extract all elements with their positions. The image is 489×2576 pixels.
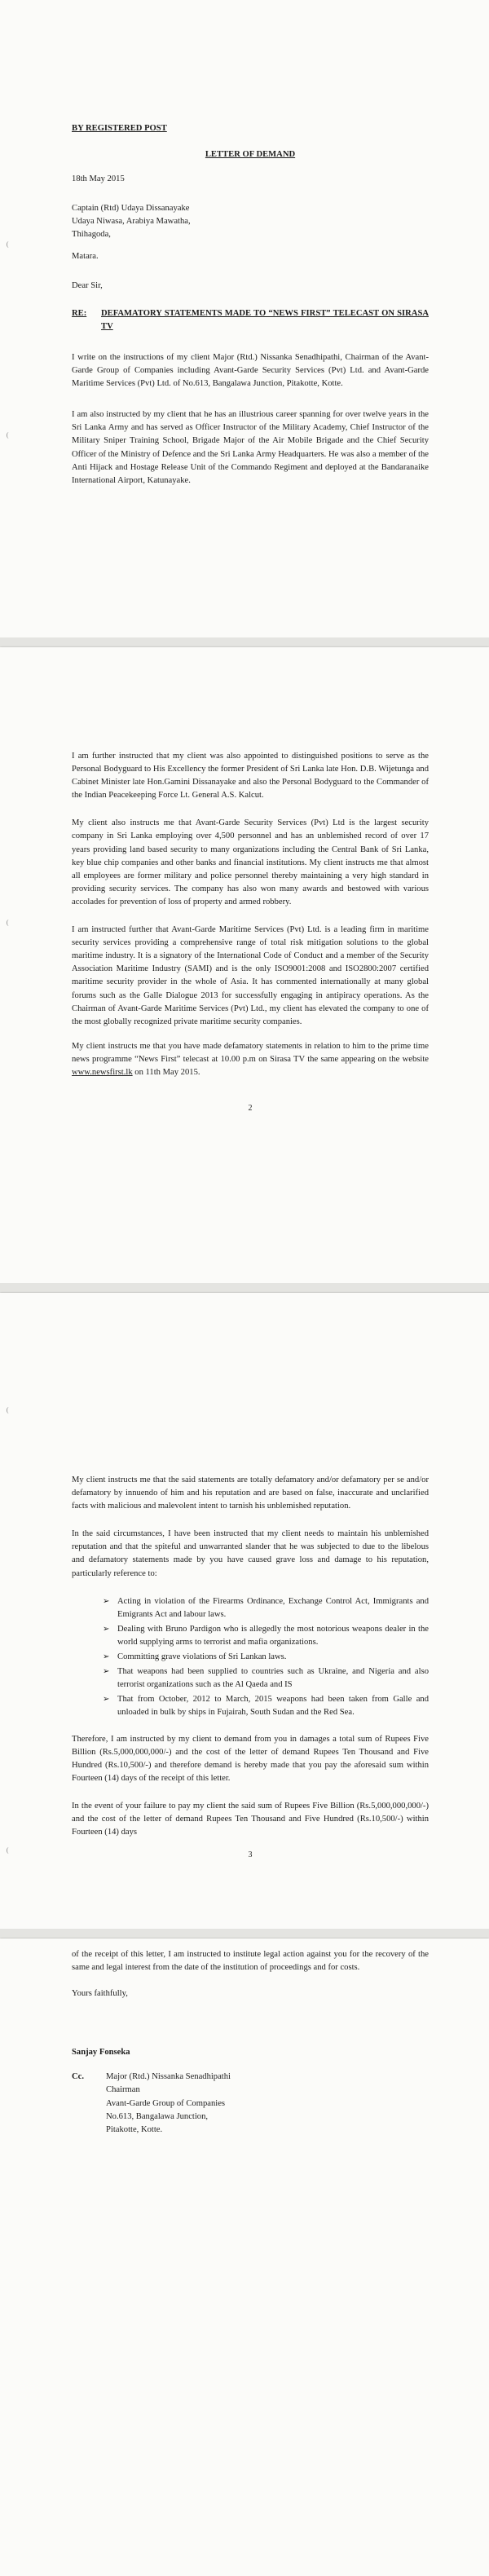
letter-title: LETTER OF DEMAND: [205, 150, 296, 160]
letter-page-3: [0, 1293, 489, 1929]
paragraph: I am further instructed that my client was also appointed to distinguished positions to serve as the Personal Bodyguard to His Excellency the former President of Sri Lanka late Hon. D.B. Wijetunga and Cabinet Minister late Hon.Gamini Dissanayake and also the Personal Bodyguard to the Commander of the Indian Peacekeeping Force Lt. General A.S. Kalcut.: [72, 752, 429, 801]
punch-mark: [7, 241, 11, 248]
list-item: ➢ Committing grave violations of Sri Lankan laws.: [103, 1651, 429, 1664]
letter-date: 18th May 2015: [72, 174, 125, 184]
cc-label: Cc.: [72, 2072, 85, 2082]
newsfirst-link[interactable]: www.newsfirst.lk: [72, 1067, 133, 1077]
paragraph: In the event of your failure to pay my client the said sum of Rupees Five Billion (Rs.5,000,000,000/-) and the cost of the letter of demand Rupees Ten Thousand and Five Hundred (Rs.10,500/-) within Fourteen (14) days: [72, 1801, 429, 1837]
page-gap: [0, 1929, 489, 1939]
page-gap: [0, 637, 489, 647]
punch-mark: [7, 1407, 11, 1414]
list-item: ➢ That weapons had been supplied to countries such as Ukraine, and Nigeria and also terrorist organizations such as the Al Qaeda and IS: [103, 1665, 429, 1692]
list-item: ➢ Acting in violation of the Firearms Ordinance, Exchange Control Act, Immigrants and Emigrants Act and labour laws.: [103, 1595, 429, 1621]
address-line: Udaya Niwasa, Arabiya Mawatha,: [72, 217, 191, 227]
list-item: ➢ Dealing with Bruno Pardigon who is allegedly the most notorious weapons dealer in the world supplying arms to terrorist and mafia organizations.: [103, 1623, 429, 1649]
letter-page-2: [0, 647, 489, 1283]
cc-block: [72, 2071, 429, 2136]
cc-line: Major (Rtd.) Nissanka Senadhipathi: [106, 2072, 231, 2082]
registered-post-heading: BY REGISTERED POST: [72, 124, 167, 133]
paragraph-text: My client instructs me that you have made defamatory statements in relation to him to the prime time news programme “News First” telecast at 10.00 p.m on Sirasa TV the same appearing on the website: [72, 1041, 429, 1064]
address-line: Matara.: [72, 251, 99, 261]
page-number: 2: [248, 1104, 253, 1114]
cc-line: Chairman: [106, 2085, 140, 2095]
punch-mark: [7, 1847, 11, 1854]
punch-mark: [7, 920, 11, 926]
address-line: Thihagoda,: [72, 230, 111, 240]
address-line: Captain (Rtd) Udaya Dissanayake: [72, 204, 190, 214]
paragraph: of the receipt of this letter, I am instructed to institute legal action against you for the recovery of the same and legal interest from the date of the institution of proceedings and for costs.: [72, 1950, 429, 1973]
paragraph: I write on the instructions of my client Major (Rtd.) Nissanka Senadhipathi, Chairman of the Avant-Garde Group of Companies including Avant-Garde Security Services (Pvt) Ltd. and Avant-Garde Maritime Services (Pvt) Ltd. of No.613, Bangalawa Junction, Pitakotte, Kotte.: [72, 352, 429, 389]
paragraph: In the said circumstances, I have been instructed that my client needs to maintain his unblemished reputation and that the spiteful and unwarranted slander that he was subjected to due to the libelous and defamatory statements made by you have caused grave loss and damage to his reputation, particularly reference to:: [72, 1529, 429, 1578]
recipient-address: [72, 202, 429, 262]
paragraph: I am also instructed by my client that he has an illustrious career spanning for over twelve years in the Sri Lanka Army and has served as Officer Instructor of the Military Academy, Chief Instructor of the Military Sniper Training School, Brigade Major of the Air Mobile Brigade and the Chief Security Officer of the Ministry of Defence and the Sri Lanka Army Headquarters. He was also a member of the Anti Hijack and Hostage Release Unit of the Commando Regiment and deployed at the Bandaranaike International Airport, Katunayake.: [72, 410, 429, 485]
paragraph: I am instructed further that Avant-Garde Maritime Services (Pvt) Ltd. is a leading firm in maritime security services providing a comprehensive range of total risk mitigation solutions to the global maritime industry. It is a signatory of the International Code of Conduct and a member of the Security Association Maritime Industry (SAMI) and is the only ISO9001:2008 and ISO2800:2007 certified maritime security provider in the whole of Asia. It has commented internationally at many global forums such as the Galle Dialogue 2013 for successfully engaging in antipiracy operations. As the Chairman of Avant-Garde Maritime Services (Pvt) Ltd., my client has elevated the company to one of the most globally recognized private maritime security companies.: [72, 925, 429, 1026]
page-number: 3: [248, 1850, 253, 1860]
subject-label: RE:: [72, 308, 87, 318]
paragraph: My client instructs me that the said statements are totally defamatory and/or defamatory per se and/or defamatory by innuendo of him and his reputation and are based on false, inaccurate and unclarified facts with malicious and malevolent intent to tarnish his unblemished reputation.: [72, 1475, 429, 1511]
salutation: Dear Sir,: [72, 280, 103, 290]
paragraph: [72, 1040, 429, 1079]
list-item: ➢ That from October, 2012 to March, 2015 weapons had been taken from Galle and unloaded in bulk by ships in Fujairah, South Sudan and the Red Sea.: [103, 1693, 429, 1719]
letter-page-4: [0, 1939, 489, 2576]
page-gap: [0, 1283, 489, 1293]
cc-line: Pitakotte, Kotte.: [106, 2124, 163, 2134]
paragraph: My client also instructs me that Avant-Garde Security Services (Pvt) Ltd is the largest security company in Sri Lanka employing over 4,500 personnel and has an unblemished record of over 17 years providing land based security to many organizations including the Central Bank of Sri Lanka, key blue chip companies and other banks and financial institutions. My client instructs me that almost all employees are former military and police personnel thereby maintaining a very high standard in providing security services. The company has also won many awards and bestowed with various accolades for prevention of loss of property and armed robbery.: [72, 818, 429, 906]
letter-page-1: [0, 0, 489, 637]
signatory-name: Sanjay Fonseka: [72, 2048, 130, 2058]
paragraph-text: on 11th May 2015.: [132, 1067, 200, 1077]
cc-line: No.613, Bangalawa Junction,: [106, 2111, 209, 2121]
allegation-list: [103, 1595, 429, 1720]
subject-text: DEFAMATORY STATEMENTS MADE TO “NEWS FIRST” TELECAST ON SIRASA TV: [101, 308, 429, 331]
punch-mark: [7, 432, 11, 439]
paragraph: Therefore, I am instructed by my client to demand from you in damages a total sum of Rupees Five Billion (Rs.5,000,000,000/-) and the cost of the letter of demand Rupees Ten Thousand and Five Hundred (Rs.10,500/-) and therefore demand is hereby made that you pay the aforesaid sum within Fourteen (14) days of the receipt of this letter.: [72, 1734, 429, 1783]
cc-line: Avant-Garde Group of Companies: [106, 2098, 226, 2108]
subject-line: [72, 307, 429, 333]
closing: Yours faithfully,: [72, 1989, 128, 1999]
